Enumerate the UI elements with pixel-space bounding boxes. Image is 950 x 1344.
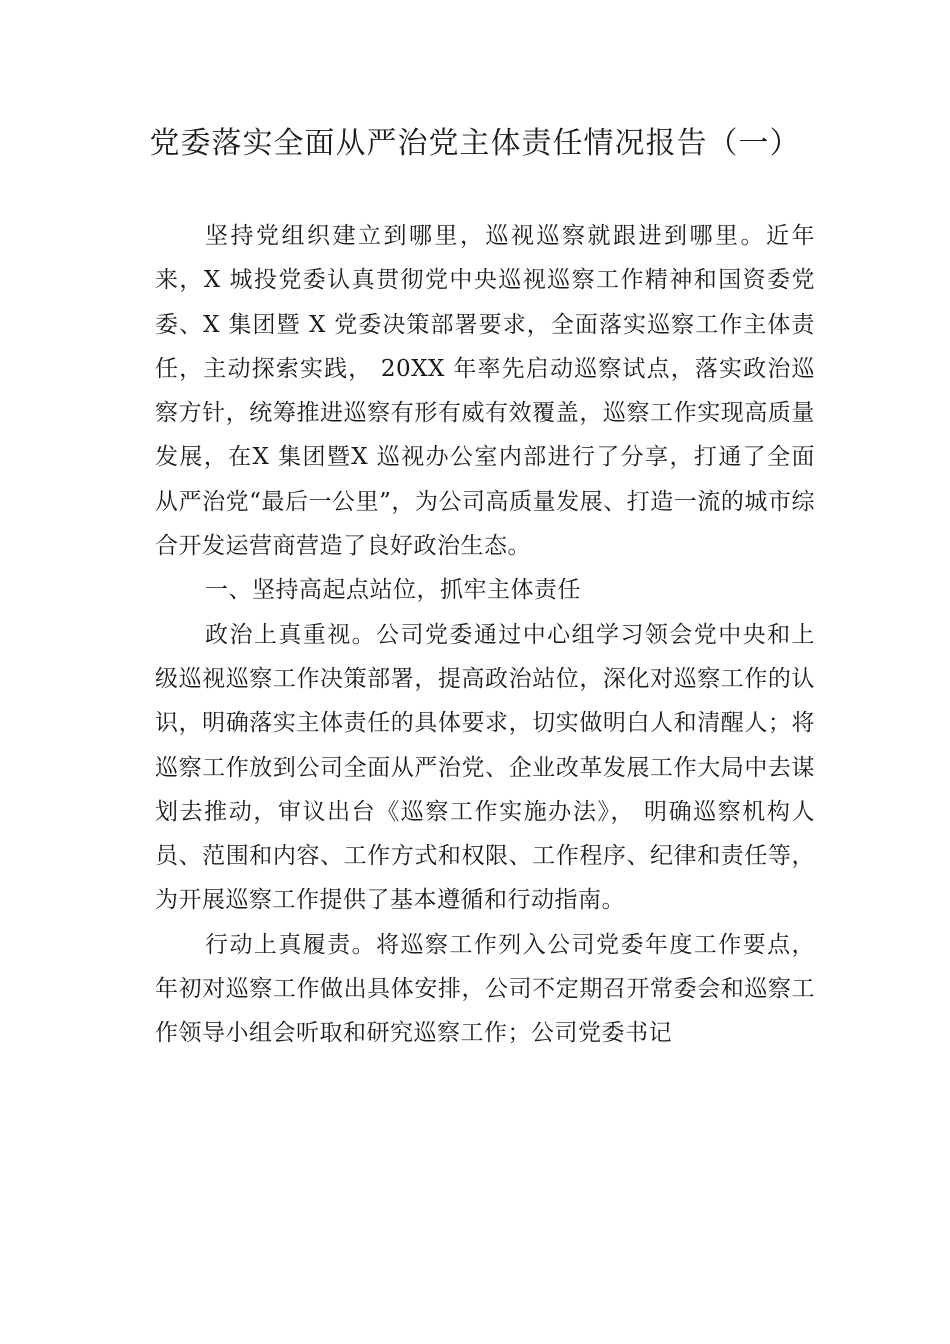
section-heading-1: 一、坚持高起点站位，抓牢主体责任 (205, 577, 581, 604)
paragraph-intro: 坚持党组织建立到哪里，巡视巡察就跟进到哪里。近年来，X 城投党委认真贯彻党中央巡视巡察工作精神和国资委党委、X 集团暨 X 党委决策部署要求，全面落实巡察工作主体责任，主动探索实践， 20XX 年率先启动巡察试点，落实政治巡察方针，统筹推进巡察有形有威有效覆盖，巡察工作实现高质量发展，在X 集团暨X 巡视办公室内部进行了分享，打通了全面从严治党“最后一公里”，为公司高质量发展、打造一流的城市综合开发运营商营造了良好政治生态。 (155, 223, 815, 560)
paragraph-action-responsibility: 行动上真履责。将巡察工作列入公司党委年度工作要点，年初对巡察工作做出具体安排，公司不定期召开常委会和巡察工作领导小组会听取和研究巡察工作；公司党委书记 (155, 931, 815, 1047)
document-title: 党委落实全面从严治党主体责任情况报告（一） (149, 126, 801, 161)
paragraph-political-attention: 政治上真重视。公司党委通过中心组学习领会党中央和上级巡视巡察工作决策部署，提高政治站位，深化对巡察工作的认识，明确落实主体责任的具体要求，切实做明白人和清醒人；将巡察工作放到公司全面从严治党、企业改革发展工作大局中去谋划去推动，审议出台《巡察工作实施办法》， 明确巡察机构人员、范围和内容、工作方式和权限、工作程序、纪律和责任等，为开展巡察工作提供了基本遵循和行动指南。 (155, 621, 815, 914)
document-body (155, 214, 815, 1056)
